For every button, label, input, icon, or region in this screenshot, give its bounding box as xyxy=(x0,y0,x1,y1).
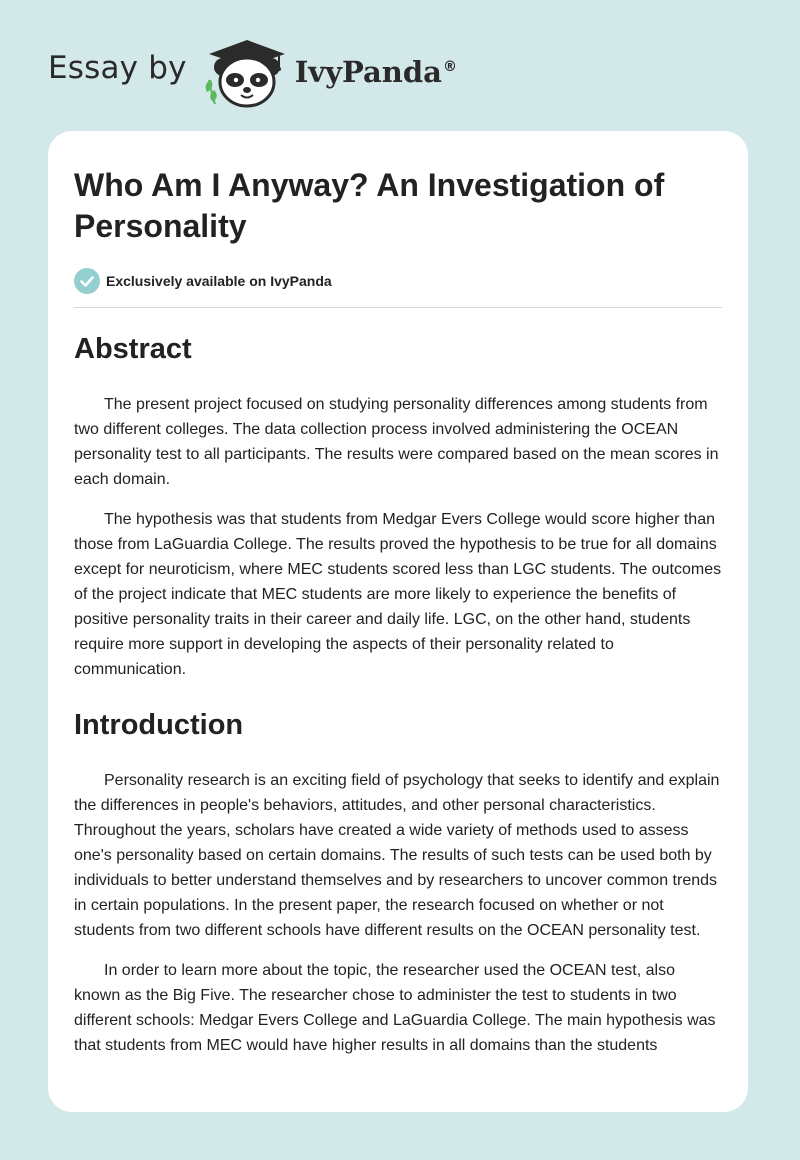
section-introduction xyxy=(74,708,722,1058)
introduction-paragraph-1: Personality research is an exciting field of psychology that seeks to identify and explain the differences in people's behaviors, attitudes, and other personal characteristics. Throughout the years, scholars have created a wide variety of methods used to assess one's personality based on certain domains. The results of such tests can be used both by individuals to better understand themselves and by researchers to uncover common trends in certain populations. In the present paper, the research focused on whether or not students from two different schools have different results on the OCEAN personality test. xyxy=(74,772,720,939)
exclusive-badge xyxy=(74,267,722,295)
brand-header xyxy=(48,34,457,108)
brand-prefix: Essay by xyxy=(48,50,187,86)
brand-name: IvyPanda® xyxy=(294,55,457,89)
section-heading-abstract: Abstract xyxy=(74,333,192,365)
section-abstract xyxy=(74,332,722,682)
essay-title: Who Am I Anyway? An Investigation of Personality xyxy=(74,167,665,244)
essay-card xyxy=(48,131,748,1112)
check-circle-icon xyxy=(74,268,100,294)
title-divider xyxy=(74,307,722,308)
abstract-paragraph-1: The present project focused on studying personality differences among students from two different colleges. The data collection process involved administering the OCEAN personality test to all participants. The results were compared based on the mean scores in each domain. xyxy=(74,396,719,488)
abstract-paragraph-2: The hypothesis was that students from Medgar Evers College would score higher than those from LaGuardia College. The results proved the hypothesis to be true for all domains except for neuroticism, where MEC students scored less than LGC students. The outcomes of the project indicate that MEC students are more likely to experience the benefits of positive personality traits in their career and daily life. LGC, on the other hand, students require more support in developing the aspects of their personality related to communication. xyxy=(74,511,722,678)
brand-registered-mark: ® xyxy=(442,59,457,76)
section-heading-introduction: Introduction xyxy=(74,709,244,741)
ivypanda-logo-icon[interactable] xyxy=(201,34,293,108)
introduction-paragraph-2: In order to learn more about the topic, the researcher used the OCEAN test, also known as the Big Five. The researcher chose to administer the test to students in two different schools: Medgar Evers College and LaGuardia College. The main hypothesis was that students from MEC would have higher results in all domains than the students xyxy=(74,962,716,1054)
exclusive-badge-label: Exclusively available on IvyPanda xyxy=(106,273,332,289)
